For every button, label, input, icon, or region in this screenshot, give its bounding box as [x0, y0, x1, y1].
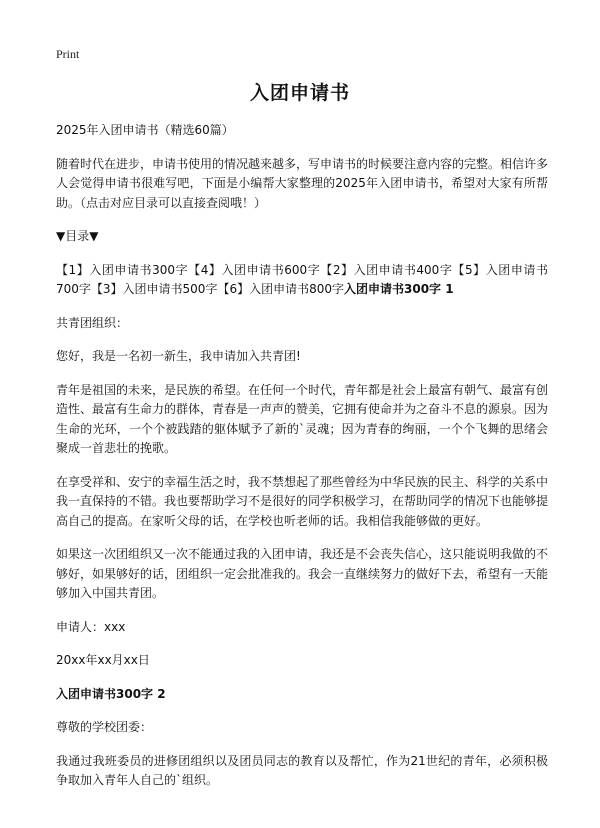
toc-item-6[interactable]: 【6】入团申请书800字 [217, 282, 344, 296]
page-title: 入团申请书 [249, 82, 350, 104]
section-heading-2: 入团申请书300字 2 [56, 686, 166, 701]
section-heading-1: 入团申请书300字 1 [344, 282, 454, 296]
subtitle: 2025年入团申请书（精选60篇） [56, 123, 234, 137]
toc-item-4[interactable]: 【4】入团申请书600字 [188, 262, 321, 277]
toc-heading: ▼目录▼ [56, 229, 99, 243]
body-paragraph: 在享受祥和、安宁的幸福生活之时，我不禁想起了那些曾经为中华民族的民主、科学的关系中我一直保持的不错。我也要帮助学习不是很好的同学积极学习，在帮助同学的情况下也能够提高自己的提高。在家听父母的话，在学校也听老师的话。我相信我能够做的更好。 [56, 474, 549, 528]
body-paragraph: 如果这一次团组织又一次不能通过我的入团申请，我还是不会丧失信心，这只能说明我做的不够好，如果够好的话，团组织一定会批准我的。我会一直继续努力的做好下去，希望有一天能够加入中国共青团。 [56, 547, 549, 600]
toc-item-3[interactable]: 【3】入团申请书500字 [90, 282, 218, 296]
date-line: 20xx年xx月xx日 [56, 653, 150, 667]
body-paragraph: 我通过我班委员的进修团组织以及团员同志的教育以及帮忙，作为21世纪的青年，必须积极争取加入青年人自己的`组织。 [56, 753, 548, 787]
toc-item-2[interactable]: 【2】入团申请书400字 [320, 262, 453, 277]
salutation: 尊敬的学校团委： [56, 720, 153, 734]
salutation: 共青团组织： [56, 315, 129, 330]
body-paragraph: 青年是祖国的未来，是民族的希望。在任何一个时代，青年都是社会上最富有朝气、最富有创造性、最富有生命力的群体，青春是一声声的赞美，它拥有使命并为之奋斗不息的源泉。因为生命的光环，一个个被践踏的躯体赋予了新的`灵魂；因为青春的绚丽，一个个飞舞的思绪会聚成一首悲壮的挽歌。 [56, 382, 549, 455]
table-of-contents [56, 261, 548, 300]
applicant-line: 申请人：xxx [56, 619, 126, 634]
print-link[interactable]: Print [56, 47, 80, 61]
toc-item-1[interactable]: 【1】入团申请书300字 [56, 262, 189, 277]
greeting: 您好，我是一名初一新生，我申请加入共青团! [56, 349, 301, 363]
intro-paragraph: 随着时代在进步，申请书使用的情况越来越多，写申请书的时候要注意内容的完整。相信许多人会觉得申请书很难写吧，下面是小编帮大家整理的2025年入团申请书，希望对大家有所帮助。（点击对应目录可以直接查阅哦！） [56, 156, 549, 210]
article-body [56, 121, 548, 805]
toc-item-5[interactable]: 【5】入团申请书700字 [56, 262, 548, 296]
